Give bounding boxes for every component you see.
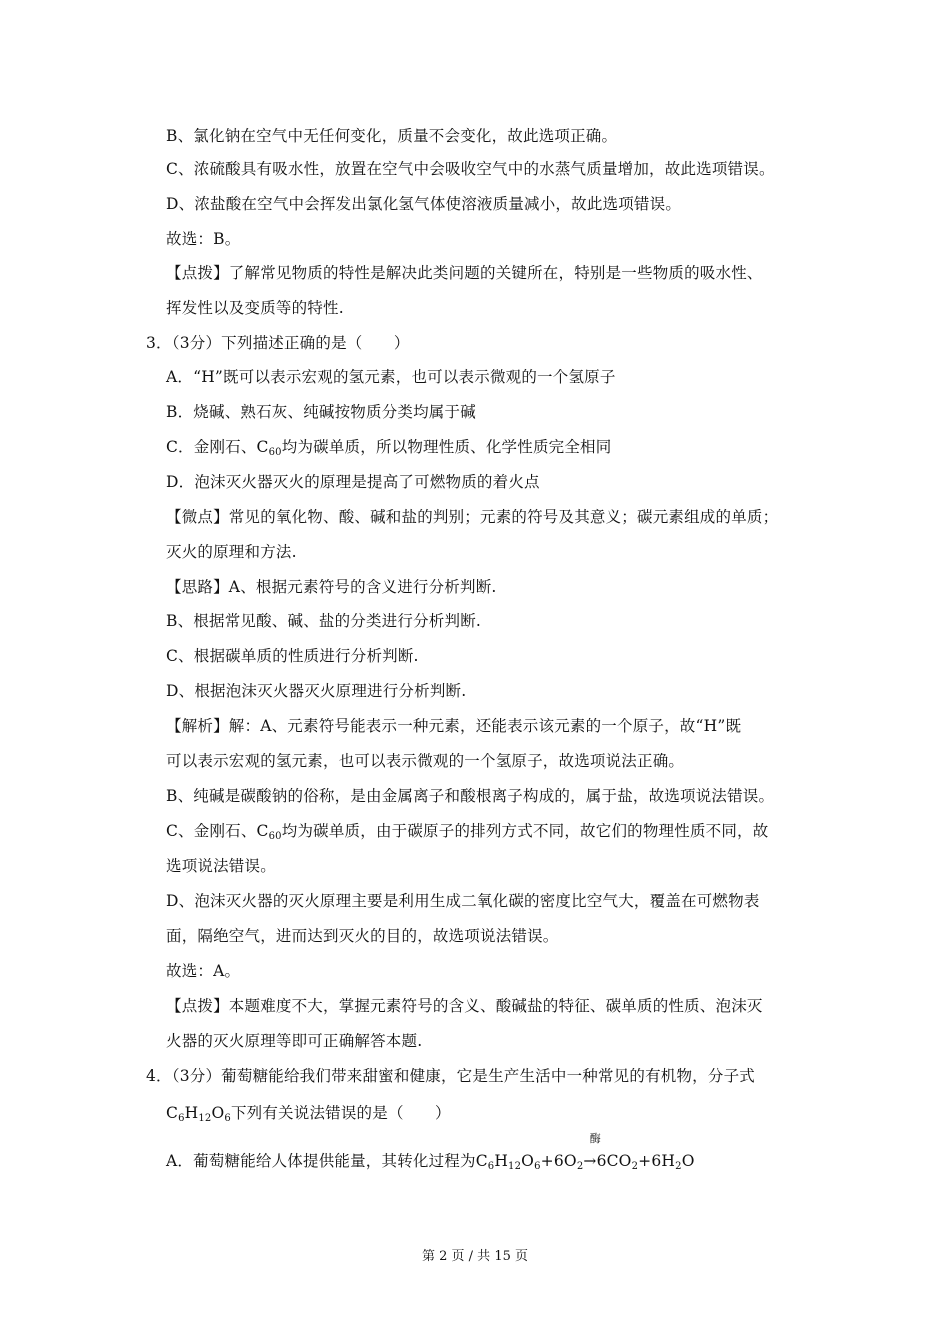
text-line: 火器的灭火原理等即可正确解答本题.	[166, 1032, 423, 1050]
text-line: C、根据碳单质的性质进行分析判断.	[166, 647, 419, 665]
text-line: 【点拨】了解常见物质的特性是解决此类问题的关键所在，特别是一些物质的吸水性、	[166, 264, 763, 282]
text-line: 选项说法错误。	[166, 857, 276, 875]
text-line: 【思路】A、根据元素符号的含义进行分析判断.	[166, 578, 497, 596]
text-line: B、纯碱是碳酸钠的俗称，是由金属离子和酸根离子构成的，属于盐，故选项说法错误。	[166, 787, 775, 805]
text-line: 故选：B。	[166, 230, 241, 248]
text-line: B、氯化钠在空气中无任何变化，质量不会变化，故此选项正确。	[166, 127, 618, 145]
option-d: D．泡沫灭火器灭火的原理是提高了可燃物质的着火点	[166, 473, 540, 491]
text-line: B、根据常见酸、碱、盐的分类进行分析判断.	[166, 612, 482, 630]
text-line: 故选：A。	[166, 962, 241, 980]
option-a: A．葡萄糖能给人体提供能量，其转化过程为$C_6H_{12}O_6+6O_2$ 酶 $\to 6CO_2+6H_2O$	[166, 1150, 695, 1172]
option-b: B．烧碱、熟石灰、纯碱按物质分类均属于碱	[166, 403, 476, 421]
text-line: 面，隔绝空气，进而达到灭火的目的，故选项说法错误。	[166, 927, 559, 945]
enzyme-label: 酶	[589, 1132, 601, 1145]
text-line: D、浓盐酸在空气中会挥发出氯化氢气体使溶液质量减小，故此选项错误。	[166, 195, 682, 213]
question-3-stem: 3．（3分）下列描述正确的是（ ）	[146, 334, 410, 352]
text-line: 【微点】常见的氧化物、酸、碱和盐的判别；元素的符号及其意义；碳元素组成的单质；	[166, 508, 779, 526]
text-line: D、根据泡沫灭火器灭火原理进行分析判断.	[166, 682, 467, 700]
text-line: 【点拨】本题难度不大，掌握元素符号的含义、酸碱盐的特征、碳单质的性质、泡沫灭	[166, 997, 763, 1015]
text-line: 灭火的原理和方法.	[166, 543, 297, 561]
option-a: A．“H”既可以表示宏观的氢元素，也可以表示微观的一个氢原子	[166, 368, 616, 386]
text-line: D、泡沫灭火器的灭火原理主要是利用生成二氧化碳的密度比空气大，覆盖在可燃物表	[166, 892, 760, 910]
option-c: C．金刚石、$C_{60}$均为碳单质，所以物理性质、化学性质完全相同	[166, 438, 612, 458]
question-4-stem: 4．（3分）葡萄糖能给我们带来甜蜜和健康，它是生产生活中一种常见的有机物，分子式	[146, 1067, 755, 1085]
text-line: 【解析】解：A、元素符号能表示一种元素，还能表示该元素的一个原子，故“H”既	[166, 717, 742, 735]
text-line: $C_6H_{12}O_6$下列有关说法错误的是（ ）	[166, 1104, 451, 1124]
text-line: C、金刚石、$C_{60}$均为碳单质，由于碳原子的排列方式不同，故它们的物理性质不同，故	[166, 822, 769, 842]
text-line: C、浓硫酸具有吸水性，放置在空气中会吸收空气中的水蒸气质量增加，故此选项错误。	[166, 160, 775, 178]
text-line: 挥发性以及变质等的特性.	[166, 299, 344, 317]
text-line: 可以表示宏观的氢元素，也可以表示微观的一个氢原子，故选项说法正确。	[166, 752, 685, 770]
page-footer: 第 2 页 / 共 15 页	[422, 1249, 528, 1264]
